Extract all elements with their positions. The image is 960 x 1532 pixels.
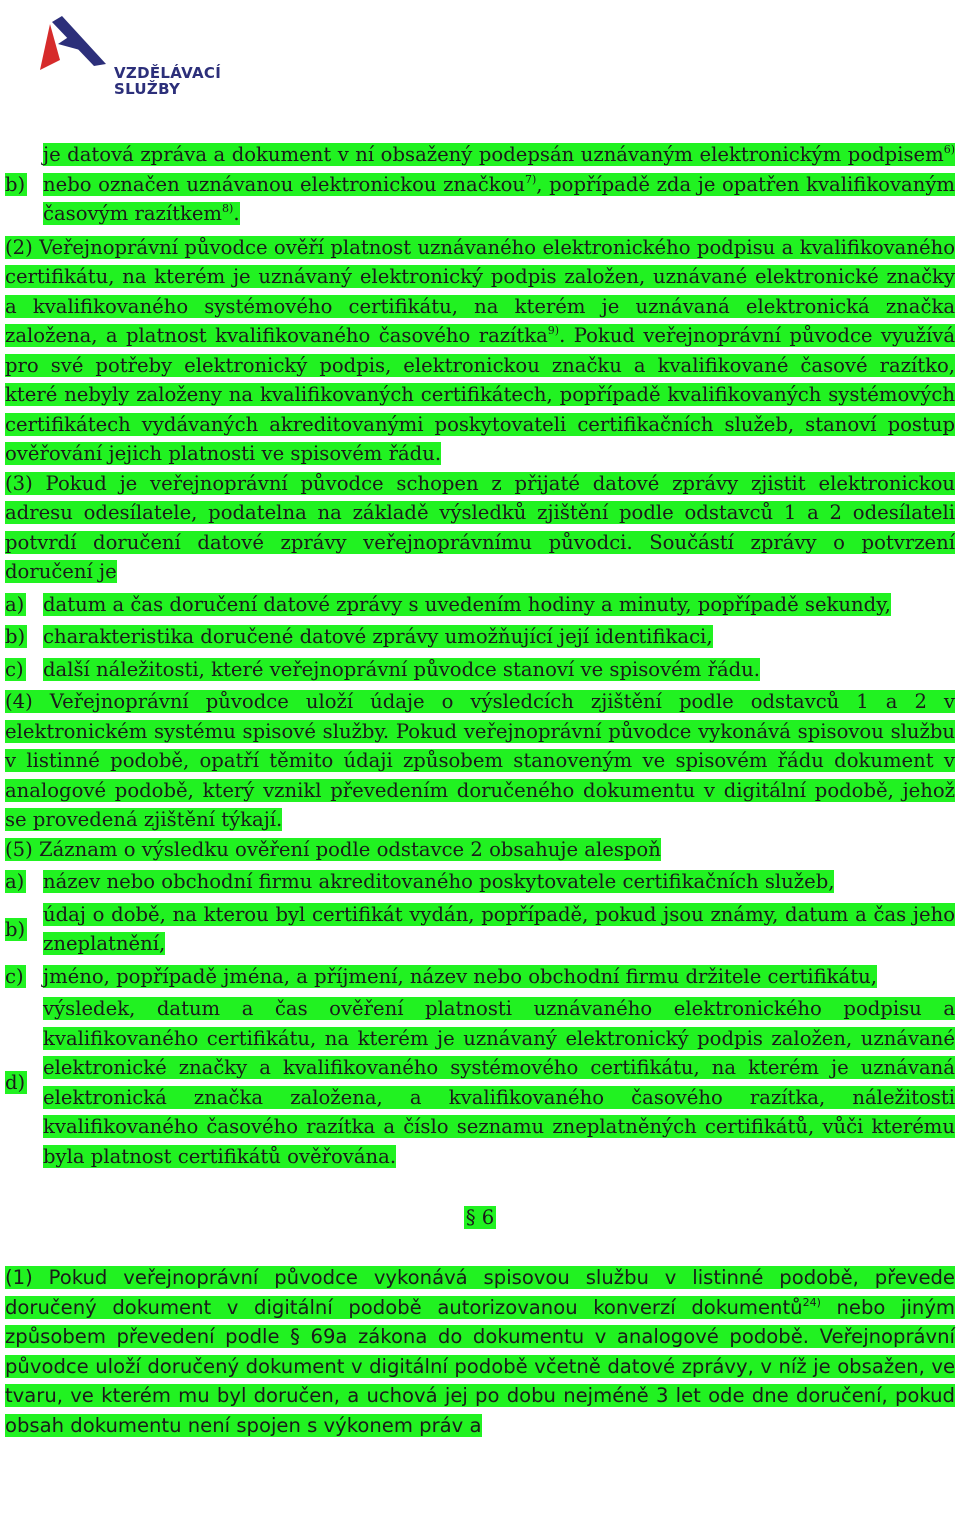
list-item <box>5 140 955 229</box>
section-heading: § 6 <box>465 1206 495 1229</box>
list-item <box>5 962 955 992</box>
list-marker: b) <box>5 172 26 196</box>
list-item <box>5 900 955 959</box>
list-marker: b) <box>5 625 26 649</box>
list-marker: d) <box>5 1071 26 1094</box>
list-5 <box>5 867 955 1171</box>
paragraph-4: (4) Veřejnoprávní původce uloží údaje o výsledcích zjištění podle odstavců 1 a 2 v elektronickém systému spisové služby. Pokud veřejnoprávní původce vykonává spisovou službu v listinné podobě, opatří těmito údaji způsobem stanoveným ve spisovém řádu dokument v analogové podobě, který vznikl převedením doručeného dokumentu v digitální podobě, jehož se provedená zjištění týkají. <box>5 690 955 831</box>
list-3 <box>5 590 955 685</box>
document-body <box>5 140 955 1440</box>
list-marker: c) <box>5 964 24 988</box>
logo-mark-icon <box>36 14 116 76</box>
list-item-text: charakteristika doručené datové zprávy umožňující její identifikaci, <box>43 625 713 648</box>
logo-text-line1: VZDĚLÁVACÍ <box>114 64 222 82</box>
list-item-text: jméno, popřípadě jména, a příjmení, název nebo obchodní firmu držitele certifikátu, <box>43 964 877 988</box>
list-item-text: název nebo obchodní firmu akreditovaného poskytovatele certifikačních služeb, <box>43 870 835 893</box>
list-marker: c) <box>5 657 24 681</box>
list-marker: a) <box>5 592 25 616</box>
paragraph-2: (2) Veřejnoprávní původce ověří platnost uznávaného elektronického podpisu a kvalifikovaného certifikátu, na kterém je uznávaný elektronický podpis založen, uznávané elektronické značky a kvalifikovaného systémového certifikátu, na kterém je uznávaná elektronická značka založena, a platnost kvalifikovaného časového razítka$^{9)}$. Pokud veřejnoprávní původce využívá pro své potřeby elektronický podpis, elektronickou značku a kvalifikované časové razítko, které nebyly založeny na kvalifikovaných certifikátech, popřípadě kvalifikovaných systémových certifikátech vydávaných akreditovanými poskytovateli certifikačních služeb, stanoví postup ověřování jejich platnosti ve spisovém řádu. <box>5 235 956 465</box>
list-item <box>5 590 955 620</box>
paragraph-5: (5) Záznam o výsledku ověření podle odstavce 2 obsahuje alespoň <box>5 837 661 861</box>
list-item-text: údaj o době, na kterou byl certifikát vydán, popřípadě, pokud jsou známy, datum a čas jeho zneplatnění, <box>43 902 955 955</box>
list-marker: a) <box>5 870 25 894</box>
list-item-text: je datová zpráva a dokument v ní obsažený podepsán uznávaným elektronickým podpisem$^{6)}$ nebo označen uznávanou elektronickou značkou$^{7)}$, popřípadě zda je opatřen kvalifikovaným časovým razítkem$^{8)}$. <box>43 143 956 225</box>
list-item-text: výsledek, datum a čas ověření platnosti uznávaného elektronického podpisu a kvalifikovaného certifikátu, na kterém je uznávaný elektronický podpis založen, uznávané elektronické značky a kvalifikovaného systémového certifikátu, na kterém je uznávaná elektronická značka založena, a kvalifikovaného časového razítka, náležitosti kvalifikovaného časového razítka a číslo seznamu zneplatněných certifikátů, vůči kterému byla platnost certifikátů ověřována. <box>43 997 955 1168</box>
list-item-text: další náležitosti, které veřejnoprávní původce stanoví ve spisovém řádu. <box>43 657 761 681</box>
list-item <box>5 867 955 897</box>
paragraph-3: (3) Pokud je veřejnoprávní původce schopen z přijaté datové zprávy zjistit elektronickou adresu odesílatele, podatelna na základě výsledků zjištění podle odstavců 1 a 2 odesílateli potvrdí doručení datové zprávy veřejnoprávnímu původci. Součástí zprávy o potvrzení doručení je <box>5 471 955 583</box>
paragraph-6: (1) Pokud veřejnoprávní původce vykonává spisovou službu v listinné podobě, převede doručený dokument v digitální podobě autorizovanou konverzí dokumentů$^{24)}$ nebo jiným způsobem převedení podle § 69a zákona do dokumentu v analogové podobě. Veřejnoprávní původce uloží doručený dokument v digitální podobě včetně datové zprávy, v níž je obsažen, ve tvaru, ve kterém mu byl doručen, a uchová jej po dobu nejméně 3 let ode dne doručení, pokud obsah dokumentu není spojen s výkonem práv a <box>5 1266 956 1437</box>
logo <box>36 14 222 98</box>
list-item <box>5 622 955 652</box>
list-item <box>5 994 955 1171</box>
list-item <box>5 655 955 685</box>
list-item-text: datum a čas doručení datové zprávy s uvedením hodiny a minuty, popřípadě sekundy, <box>43 592 891 616</box>
logo-text-line2: SLUŽBY <box>114 80 181 98</box>
list-marker: b) <box>5 917 26 941</box>
